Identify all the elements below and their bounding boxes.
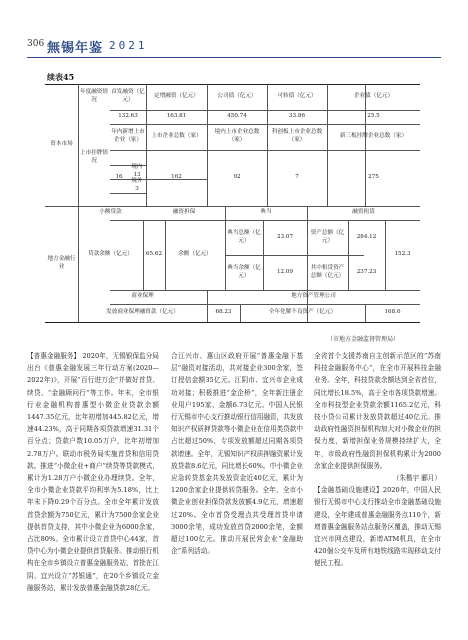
val-listed-total: 162	[171, 174, 182, 181]
pawn-total-value: 23.07	[276, 233, 293, 240]
val-domestic-total: 92	[233, 174, 241, 181]
val-new-listed: 16	[115, 174, 123, 181]
listing-header: 上市挂牌情况	[80, 150, 108, 164]
article-paragraph: 【金融基础设施建设】2020年，中国人民银行无锡市中心支行推动全市金融基础设施建设，全年建成普惠金融服务点110个，新增普惠金融服务站点服务区覆盖，推动无锡宜兴市网点建设，新增ATM机具，在全市420個公交车及所有地铁线路实现移动支付便民工程。	[314, 486, 441, 568]
table-source: （市地方金融监督管理局）	[327, 336, 400, 343]
val-ipo: 132.63	[118, 113, 138, 120]
col-domestic-total: 境内上市企业总数（家）	[214, 129, 260, 143]
val-domestic: 境内 13	[131, 164, 143, 178]
pawn-balance-value: 12.09	[276, 268, 293, 275]
article-column-3	[314, 350, 441, 570]
col-placement: 定增融资（亿元）	[154, 93, 199, 100]
loan-balance-value: 65.62	[145, 251, 162, 258]
guarantee-balance-label: 余额（亿元）	[178, 251, 212, 258]
article-paragraph: 【普惠金融服务】 2020年，无锡银保监分局出台《普惠金融发展三年行动方案(2020—2022年)》，开展“百行进万企”并做好首贷、续贷、“金融顾问行”等工作。年末，全市银行业金融机构普惠型小微企业贷款余额1447.35亿元，比年初增加445.82亿元，增速44.23%，高于同期各项贷款增速31.31个百分点；贷款户数10.05万户，比年初增加2.78万户。联动市税务局实施首贷和信用贷款。推进“小微企业+商户”续贷等贷款模式，累计为1.28万户小微企业办理续贷。全年，全市小微企业贷款平均利率为5.18%，比上年末下降0.29个百分点。全市全年累计发放首贷余额为750亿元，累计为7500余家企业提供首贷支持，其中小微企业为6000余家，占比80%。全市累计设立首贷中心44家，首贷中心为小微企业提供首贷服务。推动银行机构在全市乡镇设立普惠金融服务站，首批在江阴、宜兴设立“苏银通”，在20个乡镇设立金融服务站，累计发放普惠金融贷款28亿元。	[27, 352, 159, 592]
h-lease: 融资租赁	[352, 209, 375, 216]
nonperforming-label: 全年化解不良资产（亿元）	[268, 309, 337, 316]
annual-financing-header: 年度融资情况	[80, 89, 108, 103]
loan-balance-label: 贷款余额（亿元）	[88, 251, 133, 258]
col-new-listed: 年内新增上市企业（家）	[111, 129, 145, 143]
h-factoring: 商业保理	[131, 293, 154, 300]
val-enterprise-bond: 25.5	[367, 113, 380, 120]
pawn-total-label: 典当总额（亿元）	[227, 229, 261, 244]
pawn-balance-label: 典当余额（亿元）	[227, 264, 261, 279]
asset-total-label: 资产总额（亿元）	[310, 229, 345, 244]
lease-asset-value: 237.23	[356, 268, 377, 275]
article-paragraph: 合江兴市、惠山区政府开展“普惠金融下基层”融资对接活动，共对接企业300余家，签订授信金额35亿元。江阴市、宜兴市企业成功对接；积极推进“金企桥”，全年新注册企业用户195家、金额6.73亿元。中国人民银行无锡市中心支行推动银行信用融资，共发放知识产权质押贷款等小微企业在信用类贷款中占比超过50%，专项发放额超过同期各项贷款增速。全年，无锡知识产权质押融资累计发放贷款8.6亿元，同比增长60%。中小微企业应急转贷基金共发放资金近40亿元，累计为1200余家企业提供转贷服务。全年，全市小微企业创业担保贷款发放额4.9亿元，增速超过20%。全市首贷受理点共受理首贷申请3000余笔，成功发放首贷2000余笔，金额超过100亿元。推动开展民营企业“金融助企”系列活动。	[171, 352, 303, 556]
val-placement: 163.81	[166, 113, 187, 120]
book-title: 無锡年鉴	[47, 41, 104, 56]
h-financing: 融资担保	[172, 209, 196, 216]
col-star-market: 科创板上市企业总数（家）	[271, 129, 323, 143]
factoring-label: 发放商业保理融资款（亿元）	[106, 309, 179, 316]
val-convertible: 33.86	[288, 113, 305, 120]
val-corporate-bond: 450.74	[227, 113, 247, 120]
book-year: 2021	[109, 39, 148, 52]
h-micro: 小额贷款	[99, 209, 122, 216]
col-ipo: 首发融资（亿元）	[111, 89, 145, 103]
nonperforming-value: 168.6	[384, 309, 401, 316]
val-neeq: 275	[368, 174, 379, 181]
table-caption: 续表45	[47, 72, 75, 82]
val-overseas: 境外 3	[131, 178, 143, 192]
author-signature: （朱楷宇 郦月）	[392, 474, 441, 483]
page-number: 306	[27, 39, 45, 49]
col-corporate-bond: 公司债（亿元）	[217, 93, 257, 100]
row-group-capital: 资本市场	[50, 141, 73, 148]
article-paragraph: 全省首个支援苏南自主创新示范区的“苏南科技金融服务中心”，在全市开展科技金融业务。全年，科技贷款余额达到全省首位，同比增长18.5%，高于全市各项贷款增速。全市科技型企业贷款余额1165.2亿元，科技小贷公司累计发放贷款超过40亿元。推动政府性融资担保机构加大对小微企业的担保力度，新增担保业务规模持续扩大，全年，市级政府性融资担保机构累计为2000余家企业提供担保服务。	[314, 352, 441, 470]
factoring-value: 68.23	[215, 309, 232, 316]
val-star-market: 7	[295, 174, 299, 181]
col-convertible: 可转债（亿元）	[277, 93, 317, 100]
asset-total-value: 284.12	[356, 233, 377, 240]
page-header	[27, 37, 441, 58]
statistics-table	[45, 84, 420, 324]
lease-asset-label: 其中租赁资产总额（亿元）	[310, 264, 345, 279]
col-listed-total: 上市企业总数（家）	[151, 133, 202, 140]
col-enterprise-bond: 企业债（亿元）	[353, 93, 394, 100]
guarantee-balance-value: 152.3	[394, 251, 411, 258]
row-group-local: 地方金融行业	[47, 256, 76, 270]
h-local-asset: 地方资产管理公司	[291, 293, 336, 300]
article-column-1	[27, 350, 159, 594]
h-pawn: 典当	[260, 209, 272, 216]
col-neeq: 新三板挂牌企业总数（家）	[339, 133, 408, 140]
article-column-2	[171, 350, 303, 557]
